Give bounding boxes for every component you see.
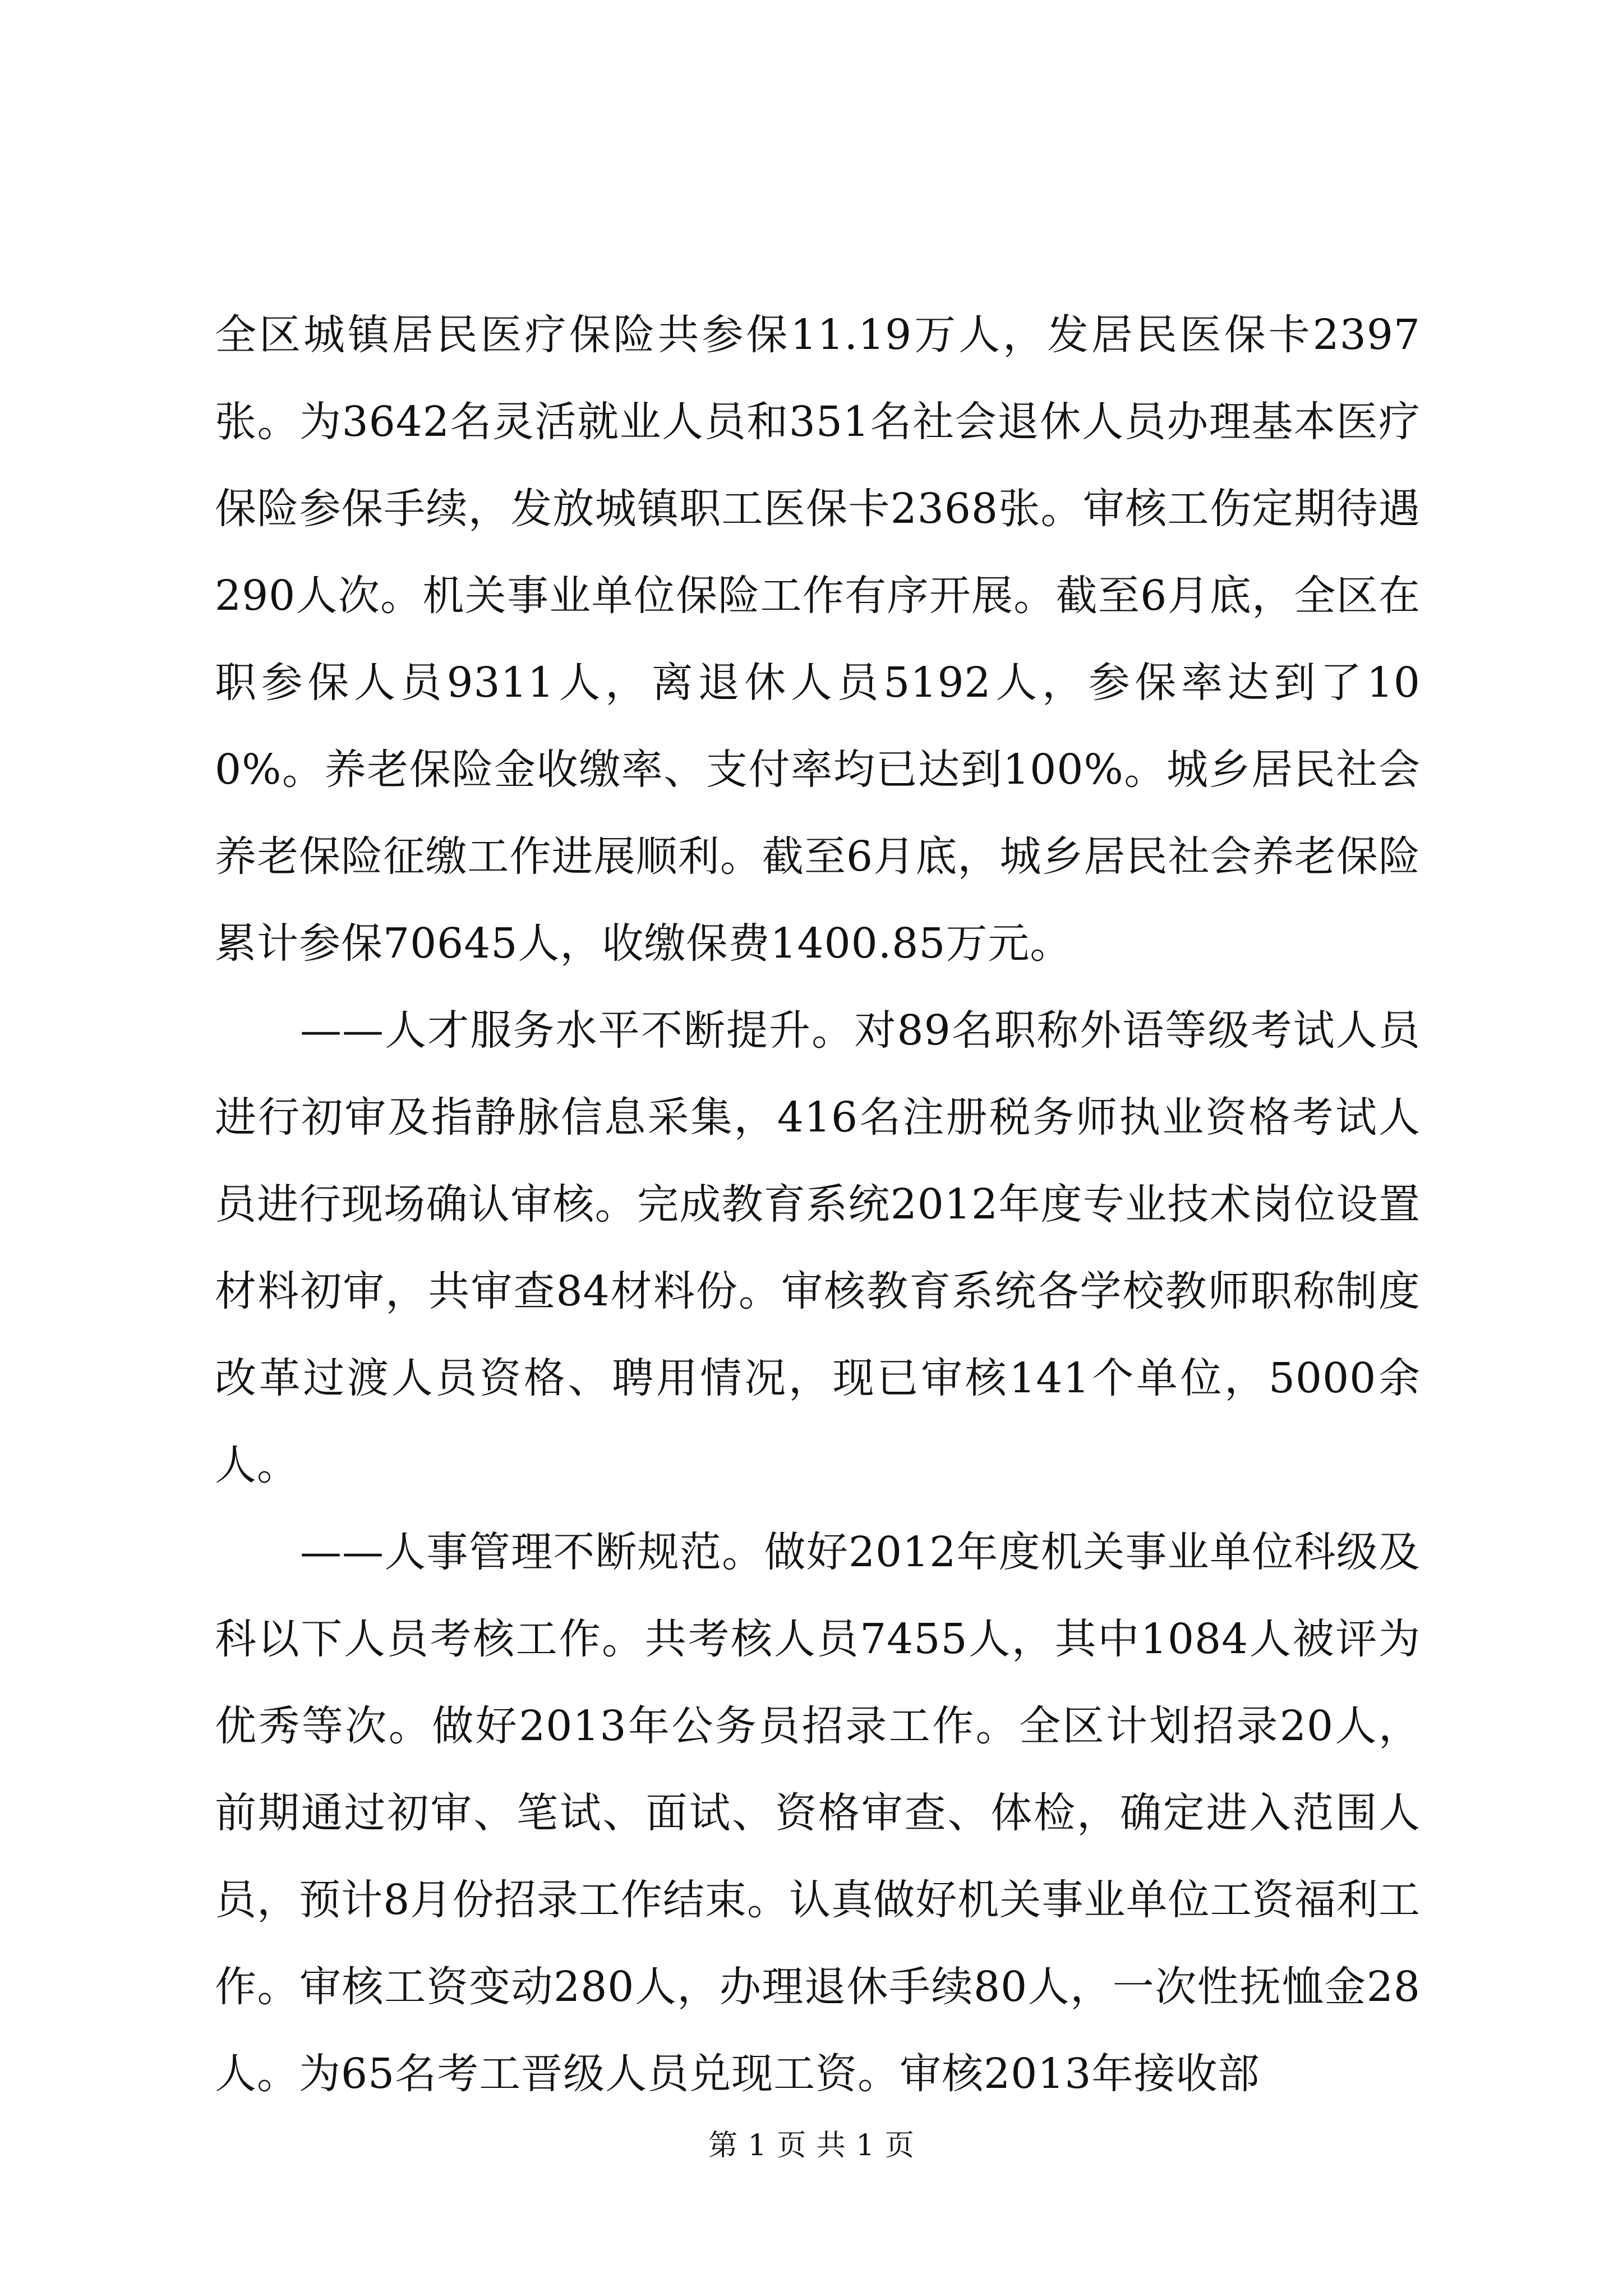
- paragraph-talent-service: ——人才服务水平不断提升。对89名职称外语等级考试人员进行初审及指静脉信息采集，416名注册税务师执业资格考试人员进行现场确认审核。完成教育系统2012年度专业技术岗位设置材料初审，共审查84材料份。审核教育系统各学校教师职称制度改革过渡人员资格、聘用情况，现已审核141个单位，5000余人。: [215, 1006, 1421, 1489]
- paragraph-insurance: 全区城镇居民医疗保险共参保11.19万人，发居民医保卡2397张。为3642名灵活就业人员和351名社会退休人员办理基本医疗保险参保手续，发放城镇职工医保卡2368张。审核工伤定期待遇290人次。机关事业单位保险工作有序开展。截至6月底，全区在职参保人员9311人，离退休人员5192人，参保率达到了100%。养老保险金收缴率、支付率均已达到100%。城乡居民社会养老保险征缴工作进展顺利。截至6月底，城乡居民社会养老保险累计参保70645人，收缴保费1400.85万元。: [215, 311, 1421, 968]
- document-body: [215, 292, 1421, 2118]
- page-number-footer: 第 1 页 共 1 页: [708, 2129, 915, 2162]
- paragraph-personnel-management: ——人事管理不断规范。做好2012年度机关事业单位科级及科以下人员考核工作。共考核人员7455人，其中1084人被评为优秀等次。做好2013年公务员招录工作。全区计划招录20人，前期通过初审、笔试、面试、资格审查、体检，确定进入范围人员，预计8月份招录工作结束。认真做好机关事业单位工资福利工作。审核工资变动280人，办理退休手续80人，一次性抚恤金28人。为65名考工晋级人员兑现工资。审核2013年接收部: [215, 1528, 1421, 2098]
